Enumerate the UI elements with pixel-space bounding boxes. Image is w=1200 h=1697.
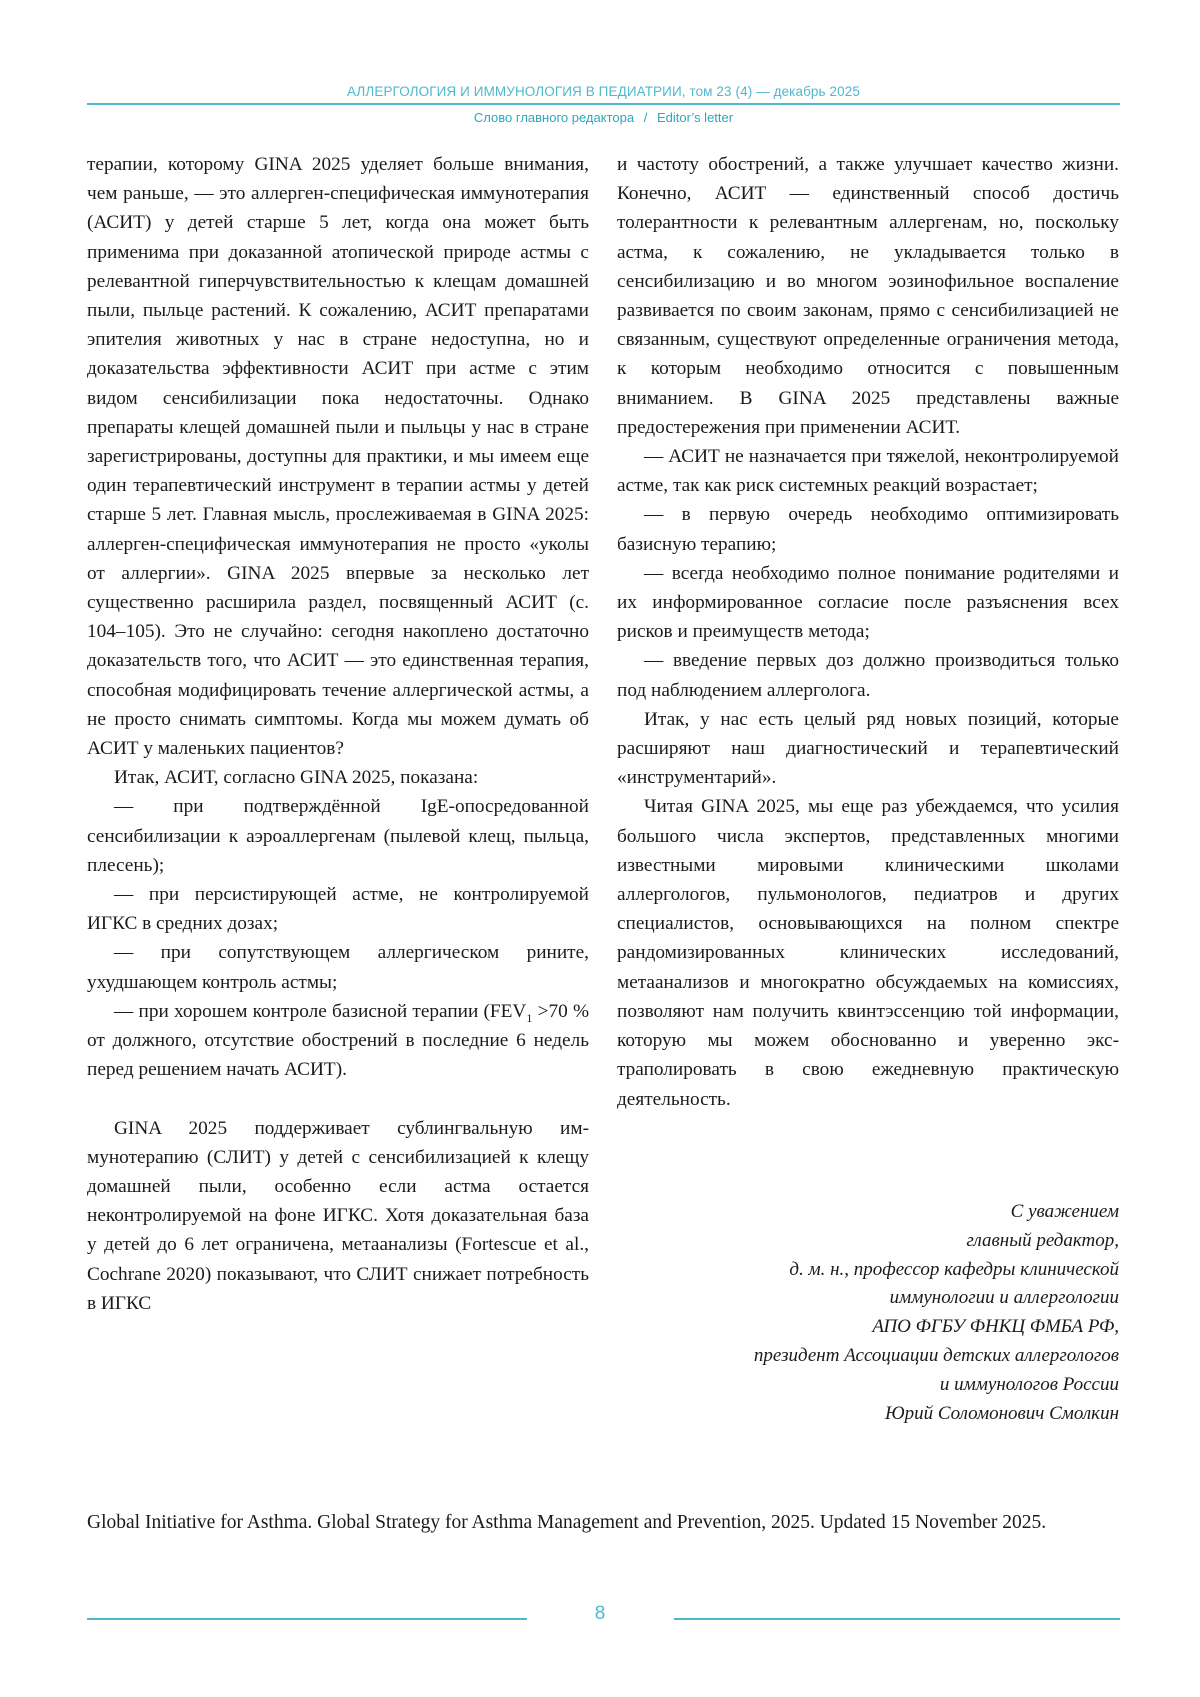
signature-line: С уважением xyxy=(1010,1201,1119,1222)
signature-line: и иммунологов России xyxy=(939,1373,1119,1395)
editor-signature xyxy=(617,1198,1119,1428)
footer-divider-right xyxy=(674,1618,1120,1620)
paragraph: Читая GINA 2025, мы еще раз убеждаемся, что усилия большого числа экспертов, представленных многими известными мировыми клиническими школами аллергологов, пульмонологов, педиатров и других специалистов, основывающихся на полном спектре рандомизированных клинических исследований, метаанализов и многократно обсуждаемых на комиссиях, позволяют нам получить квинтэссенцию той информации, которую мы можем обоснованно и уверенно экстраполировать в свою ежедневную практическую деятельность. xyxy=(617,796,1119,1110)
left-text-column xyxy=(87,150,589,1318)
right-text-column xyxy=(617,150,1119,1114)
signature-line: АПО ФГБУ ФНКЦ ФМБА РФ, xyxy=(872,1316,1119,1338)
list-item: — при персистирующей астме, не контролируемой ИГКС в средних дозах; xyxy=(87,884,589,935)
list-item-text: >70 % от должного, отсутствие обострений в последние 6 недель перед решением начать АСИТ). xyxy=(87,1000,590,1081)
paragraph: GINA 2025 поддерживает сублингвальную иммунотерапию (СЛИТ) у детей с сенсибилизацией к клещу домашней пыли, особенно если астма остается неконтролируемой на фоне ИГКС. Хотя доказательная база у детей до 6 лет ограничена, метаанализы (Fortescue et al., Cochrane 2020) показывают, что СЛИТ снижает потребность в ИГКС xyxy=(87,1117,589,1314)
paragraph: терапии, которому GINA 2025 уделяет больше внимания, чем раньше, — это аллерген-специфическая иммунотерапия (АСИТ) у детей старше 5 лет, когда она может быть применима при доказанной атопической природе астмы с релевантной гиперчувствительностью к клещам домашней пыли, пыльце растений. К сожалению, АСИТ препаратами эпителия животных у нас в стране недоступна, но и доказательства эффективности АСИТ при астме с этим видом сенсибилизации пока недостаточны. Однако препараты клещей домашней пыли и пыльцы у нас в стране зарегистрированы, доступны для практики, и мы имеем еще один терапевтический инструмент в терапии астмы у детей старше 5 лет. Главная мысль, прослеживаемая в GINA 2025: аллерген-специфическая иммунотерапия не просто «уколы от аллергии». GINA 2025 впервые за несколько лет существенно расширила раздел, посвященный АСИТ (с. 104–105). Это не случайно: сегодня накоплено достаточно доказательств того, что АСИТ — это единственная терапия, способная модифицировать течение аллергической астмы, а не просто снимать симптомы. Когда мы можем думать об АСИТ у маленьких пациентов? xyxy=(87,154,589,760)
list-item: — в первую очередь необходимо оптимизировать базисную терапию; xyxy=(617,504,1119,555)
list-item: — введение первых доз должно производиться только под наблюдением аллерголога. xyxy=(617,650,1119,701)
section-title xyxy=(87,110,1120,125)
list-item: — при подтверждённой IgE-опосредованной сенсибилизации к аэроаллергенам (пылевой клещ, пыльца, плесень); xyxy=(87,796,589,876)
section-separator: / xyxy=(643,110,648,125)
list-item: — АСИТ не назначается при тяжелой, неконтролируемой астме, так как риск системных реакций возрастает; xyxy=(617,446,1119,497)
section-title-en: Editor’s letter xyxy=(656,110,734,125)
header-divider xyxy=(87,103,1120,105)
paragraph: Итак, у нас есть целый ряд новых позиций, которые расширяют наш диагностический и терапевтический «инструментарий». xyxy=(617,708,1119,789)
paragraph: Итак, АСИТ, согласно GINA 2025, показана: xyxy=(114,767,479,789)
signature-line: д. м. н., профессор кафедры клинической xyxy=(789,1258,1119,1280)
list-item: — при сопутствующем аллергическом рините, ухудшающем контроль астмы; xyxy=(87,942,589,993)
list-item: — всегда необходимо полное понимание родителями и их информированное согласие после разъяснения всех рисков и преимуществ метода; xyxy=(617,562,1119,643)
footer-divider-left xyxy=(87,1618,527,1620)
signature-line: президент Ассоциации детских аллергологов xyxy=(753,1344,1119,1366)
signature-name: Юрий Соломонович Смолкин xyxy=(884,1402,1119,1424)
paragraph: и частоту обострений, а также улучшает качество жизни. Конечно, АСИТ — единственный способ достичь толерантности к релевантным аллергенам, но, поскольку астма, к сожалению, не укладывается только в сенсибилизацию и во многом эозинофильное воспаление развивается по своим законам, прямо с сенсибилизацией не связанным, существуют определенные ограничения метода, к которым необходимо относится с повышенным вниманием. В GINA 2025 представлены важные предостережения при применении АСИТ. xyxy=(617,154,1119,438)
section-title-ru: Слово главного редактора xyxy=(473,110,635,125)
list-item xyxy=(87,997,589,1085)
list-item-text: — при хорошем контроле базисной терапии (FEV xyxy=(114,1000,527,1022)
signature-line: главный редактор, xyxy=(966,1229,1119,1251)
reference: Global Initiative for Asthma. Global Strategy for Asthma Management and Prevention, 2025. Updated 15 November 2025. xyxy=(87,1512,1047,1533)
subscript: 1 xyxy=(526,1010,533,1025)
journal-running-header: АЛЛЕРГОЛОГИЯ И ИММУНОЛОГИЯ В ПЕДИАТРИИ, том 23 (4) — декабрь 2025 xyxy=(347,84,860,99)
page-number: 8 xyxy=(594,1603,606,1624)
signature-line: иммунологии и аллергологии xyxy=(889,1287,1119,1309)
